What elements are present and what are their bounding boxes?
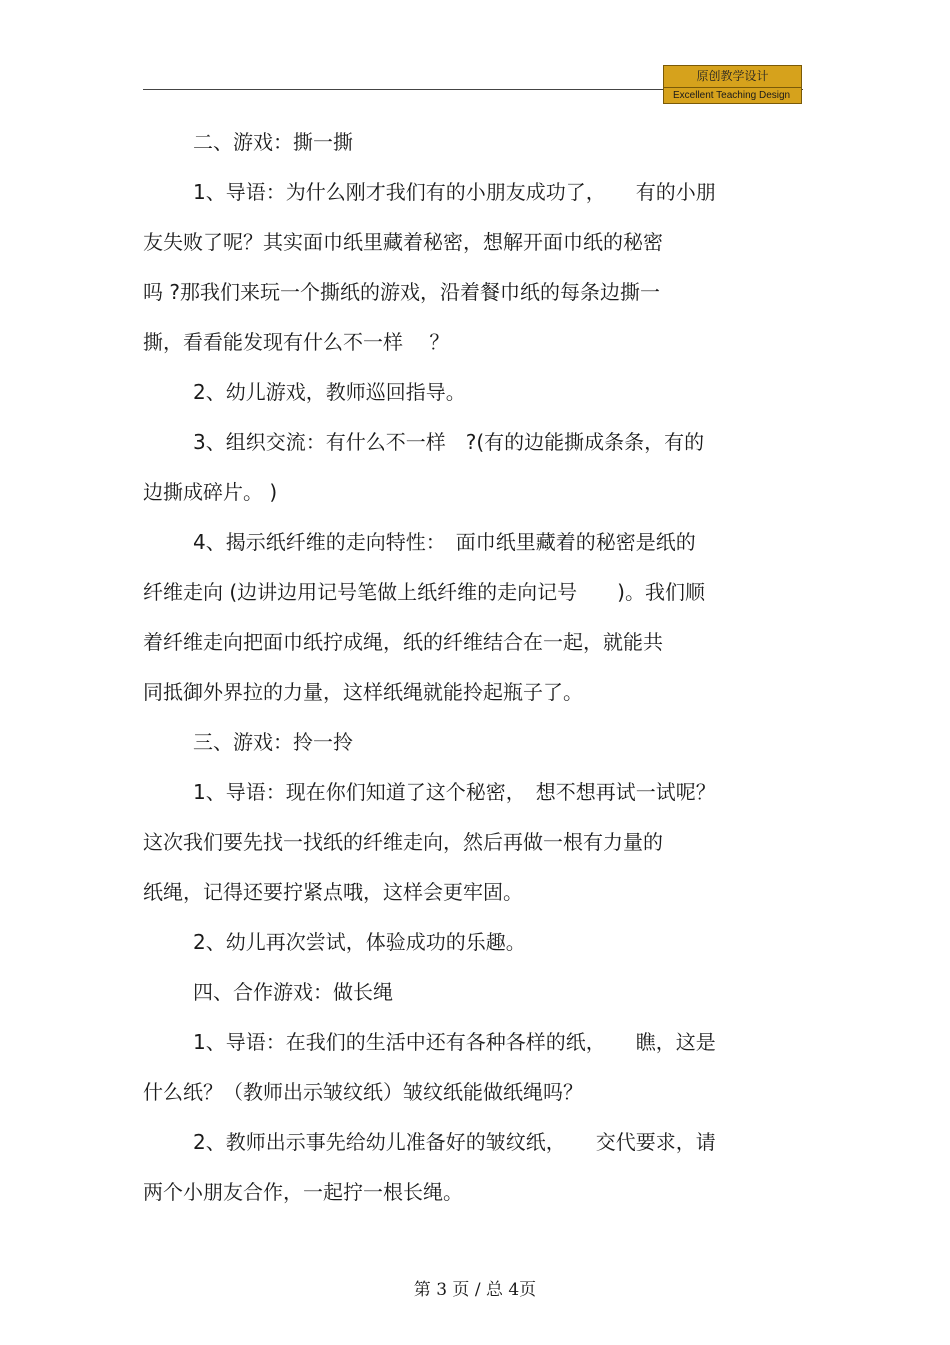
paragraph-line: 纤维走向 (边讲边用记号笔做上纸纤维的走向记号 )。我们顺: [143, 580, 705, 604]
paragraph-line: 4、揭示纸纤维的走向特性： 面巾纸里藏着的秘密是纸的: [193, 530, 696, 554]
paragraph-line: 1、导语：为什么刚才我们有的小朋友成功了， 有的小朋: [193, 180, 716, 204]
section-heading-2: 二、游戏：撕一撕: [193, 130, 353, 154]
paragraph-line: 1、导语：现在你们知道了这个秘密， 想不想再试一试呢？: [193, 780, 716, 804]
badge-subtitle: Excellent Teaching Design: [663, 88, 802, 104]
paragraph-line: 什么纸？（教师出示皱纹纸）皱纹纸能做纸绳吗？: [143, 1080, 583, 1104]
paragraph-line: 这次我们要先找一找纸的纤维走向，然后再做一根有力量的: [143, 830, 663, 854]
paragraph-line: 3、组织交流：有什么不一样 ?(有的边能撕成条条，有的: [193, 430, 705, 454]
paragraph-line: 2、幼儿再次尝试，体验成功的乐趣。: [193, 930, 526, 954]
paragraph-line: 纸绳，记得还要拧紧点哦，这样会更牢固。: [143, 880, 523, 904]
paragraph-line: 同抵御外界拉的力量，这样纸绳就能拎起瓶子了。: [143, 680, 583, 704]
paragraph-line: 两个小朋友合作，一起拧一根长绳。: [143, 1180, 463, 1204]
paragraph-line: 2、教师出示事先给幼儿准备好的皱纹纸， 交代要求，请: [193, 1130, 716, 1154]
header-badge: [663, 65, 802, 105]
badge-title: 原创教学设计: [663, 65, 802, 88]
section-heading-4: 四、合作游戏：做长绳: [193, 980, 393, 1004]
paragraph-line: 1、导语：在我们的生活中还有各种各样的纸， 瞧，这是: [193, 1030, 716, 1054]
section-heading-3: 三、游戏：拎一拎: [193, 730, 353, 754]
paragraph-line: 边撕成碎片。 ): [143, 480, 278, 504]
paragraph-line: 吗 ?那我们来玩一个撕纸的游戏，沿着餐巾纸的每条边撕一: [143, 280, 660, 304]
page-number: 第 3 页 / 总 4页: [413, 1280, 537, 1300]
paragraph-line: 2、幼儿游戏，教师巡回指导。: [193, 380, 466, 404]
paragraph-line: 着纤维走向把面巾纸拧成绳，纸的纤维结合在一起，就能共: [143, 630, 663, 654]
paragraph-line: 友失败了呢？其实面巾纸里藏着秘密，想解开面巾纸的秘密: [143, 230, 663, 254]
paragraph-line: 撕，看看能发现有什么不一样 ？: [143, 330, 450, 354]
